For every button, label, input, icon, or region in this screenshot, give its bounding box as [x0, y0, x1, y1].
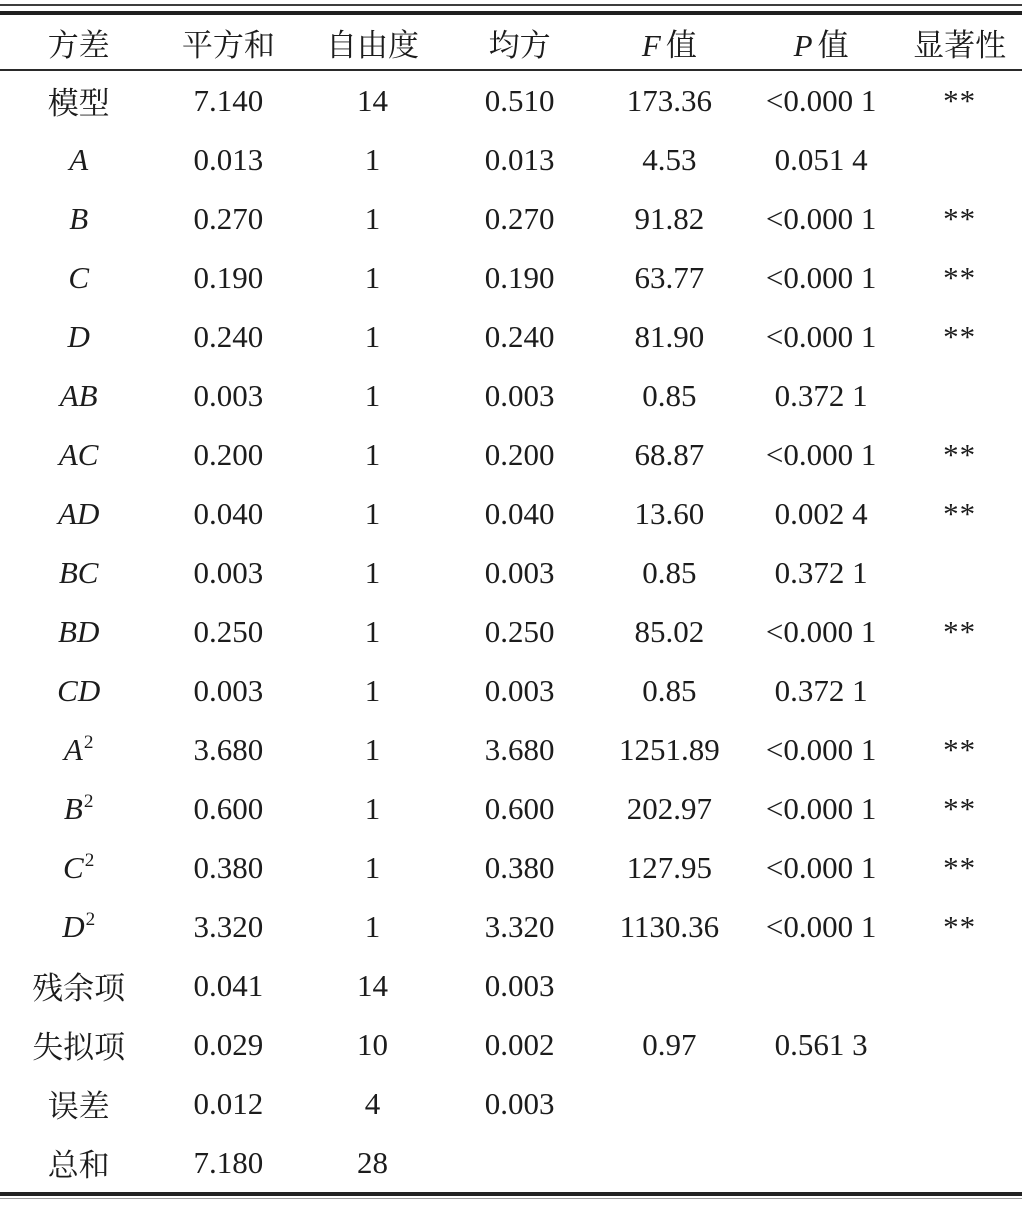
- mean-square-cell: 0.003: [484, 967, 555, 1003]
- table-row: [0, 366, 1022, 425]
- df-cell: 1: [364, 377, 381, 413]
- f-value-cell: 68.87: [634, 436, 705, 472]
- p-value-cell: <0.000 1: [765, 731, 877, 767]
- mean-square-cell: 0.013: [484, 141, 555, 177]
- significance-cell: [897, 543, 1022, 602]
- sum-of-squares-cell: 0.040: [193, 495, 264, 531]
- f-value-cell: 63.77: [634, 259, 705, 295]
- df-cell: 1: [364, 908, 381, 944]
- p-value-cell: 0.002 4: [774, 495, 868, 531]
- sum-of-squares-cell: 0.380: [193, 849, 264, 885]
- source-cell: 失拟项: [32, 1030, 126, 1065]
- f-value-cell: 0.85: [642, 672, 697, 708]
- df-cell: 1: [364, 259, 381, 295]
- mean-square-cell: 0.510: [484, 82, 555, 118]
- sum-of-squares-cell: 7.180: [193, 1144, 264, 1180]
- p-value-cell: [745, 1074, 897, 1133]
- df-cell: 1: [364, 849, 381, 885]
- table-row: [0, 956, 1022, 1015]
- sum-of-squares-cell: 0.190: [193, 259, 264, 295]
- significance-cell: **: [943, 259, 977, 295]
- f-value-cell: [594, 956, 745, 1015]
- df-cell: 1: [364, 790, 381, 826]
- df-cell: 1: [364, 318, 381, 354]
- table-row: [0, 543, 1022, 602]
- significance-cell: **: [943, 908, 977, 944]
- p-value-cell: [745, 1133, 897, 1192]
- sum-of-squares-cell: 0.240: [193, 318, 264, 354]
- f-value-cell: 173.36: [626, 82, 712, 118]
- source-cell: AD: [58, 495, 100, 531]
- sum-of-squares-cell: 0.270: [193, 200, 264, 236]
- significance-cell: [897, 130, 1022, 189]
- source-cell: $A^2$: [63, 731, 94, 767]
- header-row: [0, 15, 1022, 70]
- anova-table: [0, 15, 1022, 1192]
- table-row: [0, 484, 1022, 543]
- mean-square-cell: 0.003: [484, 377, 555, 413]
- sum-of-squares-cell: 0.003: [193, 377, 264, 413]
- significance-cell: [897, 661, 1022, 720]
- f-value-cell: [594, 1133, 745, 1192]
- f-value-cell: 13.60: [634, 495, 705, 531]
- significance-cell: [897, 956, 1022, 1015]
- f-value-cell: 4.53: [642, 141, 697, 177]
- significance-cell: **: [943, 790, 977, 826]
- f-value-cell: 0.97: [642, 1026, 697, 1062]
- df-cell: 28: [356, 1144, 388, 1180]
- source-cell: BC: [58, 554, 99, 590]
- significance-cell: [897, 1015, 1022, 1074]
- col-header-degrees-of-freedom: 自由度: [299, 15, 445, 70]
- df-cell: 1: [364, 672, 381, 708]
- table-row: [0, 897, 1022, 956]
- p-value-cell: 0.051 4: [774, 141, 868, 177]
- sum-of-squares-cell: 3.320: [193, 908, 264, 944]
- source-cell: 误差: [47, 1089, 110, 1124]
- sum-of-squares-cell: 3.680: [193, 731, 264, 767]
- significance-cell: [897, 366, 1022, 425]
- mean-square-cell: 0.240: [484, 318, 555, 354]
- table-row: [0, 779, 1022, 838]
- source-cell: B: [69, 200, 89, 236]
- source-cell: 模型: [47, 86, 110, 121]
- f-value-cell: 1130.36: [619, 908, 720, 944]
- sum-of-squares-cell: 0.003: [193, 554, 264, 590]
- df-cell: 1: [364, 731, 381, 767]
- df-cell: 1: [364, 436, 381, 472]
- table-row: [0, 70, 1022, 130]
- p-value-cell: 0.372 1: [774, 554, 868, 590]
- f-value-cell: 0.85: [642, 377, 697, 413]
- sum-of-squares-cell: 0.600: [193, 790, 264, 826]
- p-value-cell: <0.000 1: [765, 259, 877, 295]
- mean-square-cell: [446, 1133, 594, 1192]
- anova-table-figure: [0, 4, 1022, 1199]
- p-value-cell: <0.000 1: [765, 318, 877, 354]
- bottom-rule-shadow: [0, 1198, 1022, 1199]
- mean-square-cell: 0.270: [484, 200, 555, 236]
- mean-square-cell: 3.680: [484, 731, 555, 767]
- significance-cell: **: [943, 495, 977, 531]
- mean-square-cell: 0.200: [484, 436, 555, 472]
- table-row: [0, 838, 1022, 897]
- source-cell: D: [67, 318, 90, 354]
- p-value-cell: 0.372 1: [774, 377, 868, 413]
- source-cell: CD: [57, 672, 101, 708]
- sum-of-squares-cell: 0.029: [193, 1026, 264, 1062]
- significance-cell: **: [943, 849, 977, 885]
- sum-of-squares-cell: 0.012: [193, 1085, 264, 1121]
- p-value-cell: 0.372 1: [774, 672, 868, 708]
- f-value-cell: 202.97: [626, 790, 712, 826]
- mean-square-cell: 0.600: [484, 790, 555, 826]
- significance-cell: **: [943, 318, 977, 354]
- source-cell: $B^2$: [63, 790, 94, 826]
- source-cell: A: [69, 141, 89, 177]
- f-value-cell: 1251.89: [619, 731, 720, 767]
- f-value-cell: 127.95: [626, 849, 712, 885]
- col-header-p-value: P 值: [745, 15, 897, 70]
- mean-square-cell: 0.380: [484, 849, 555, 885]
- col-header-sum-of-squares: 平方和: [157, 15, 299, 70]
- table-row: [0, 248, 1022, 307]
- p-value-cell: [745, 956, 897, 1015]
- table-row: [0, 425, 1022, 484]
- sum-of-squares-cell: 0.200: [193, 436, 264, 472]
- sum-of-squares-cell: 7.140: [193, 82, 264, 118]
- p-value-cell: <0.000 1: [765, 200, 877, 236]
- table-row: [0, 189, 1022, 248]
- table-row: [0, 1074, 1022, 1133]
- significance-cell: **: [943, 82, 977, 118]
- table-body: [0, 70, 1022, 1192]
- df-cell: 1: [364, 495, 381, 531]
- df-cell: 14: [356, 82, 388, 118]
- source-cell: 残余项: [32, 971, 126, 1006]
- mean-square-cell: 0.250: [484, 613, 555, 649]
- mean-square-cell: 3.320: [484, 908, 555, 944]
- source-cell: $C^2$: [63, 849, 95, 885]
- significance-cell: [897, 1133, 1022, 1192]
- mean-square-cell: 0.002: [484, 1026, 555, 1062]
- df-cell: 14: [356, 967, 388, 1003]
- sum-of-squares-cell: 0.003: [193, 672, 264, 708]
- col-header-significance: 显著性: [897, 15, 1022, 70]
- mean-square-cell: 0.003: [484, 1085, 555, 1121]
- table-row: [0, 661, 1022, 720]
- source-cell: 总和: [47, 1148, 110, 1183]
- top-rule-thin: [0, 4, 1022, 6]
- p-value-cell: <0.000 1: [765, 908, 877, 944]
- p-value-cell: <0.000 1: [765, 82, 877, 118]
- significance-cell: **: [943, 613, 977, 649]
- f-value-cell: [594, 1074, 745, 1133]
- mean-square-cell: 0.003: [484, 554, 555, 590]
- p-value-cell: <0.000 1: [765, 790, 877, 826]
- mean-square-cell: 0.040: [484, 495, 555, 531]
- df-cell: 1: [364, 613, 381, 649]
- df-cell: 1: [364, 554, 381, 590]
- source-cell: AC: [58, 436, 99, 472]
- col-header-source: 方差: [0, 15, 157, 70]
- significance-cell: [897, 1074, 1022, 1133]
- source-cell: $D^2$: [62, 908, 96, 944]
- df-cell: 1: [364, 141, 381, 177]
- col-header-mean-square: 均方: [446, 15, 594, 70]
- p-value-cell: <0.000 1: [765, 436, 877, 472]
- df-cell: 10: [356, 1026, 388, 1062]
- table-row: [0, 1015, 1022, 1074]
- p-value-cell: <0.000 1: [765, 613, 877, 649]
- sum-of-squares-cell: 0.013: [193, 141, 264, 177]
- p-value-cell: <0.000 1: [765, 849, 877, 885]
- mean-square-cell: 0.190: [484, 259, 555, 295]
- f-value-cell: 81.90: [634, 318, 705, 354]
- table-row: [0, 1133, 1022, 1192]
- bottom-rule: [0, 1192, 1022, 1196]
- significance-cell: **: [943, 436, 977, 472]
- sum-of-squares-cell: 0.250: [193, 613, 264, 649]
- df-cell: 4: [364, 1085, 381, 1121]
- source-cell: AB: [59, 377, 98, 413]
- table-row: [0, 602, 1022, 661]
- col-header-f-value: F 值: [594, 15, 745, 70]
- significance-cell: **: [943, 731, 977, 767]
- f-value-cell: 0.85: [642, 554, 697, 590]
- source-cell: BD: [58, 613, 100, 649]
- table-row: [0, 720, 1022, 779]
- mean-square-cell: 0.003: [484, 672, 555, 708]
- table-row: [0, 130, 1022, 189]
- table-row: [0, 307, 1022, 366]
- f-value-cell: 91.82: [634, 200, 705, 236]
- sum-of-squares-cell: 0.041: [193, 967, 264, 1003]
- p-value-cell: 0.561 3: [774, 1026, 868, 1062]
- df-cell: 1: [364, 200, 381, 236]
- significance-cell: **: [943, 200, 977, 236]
- f-value-cell: 85.02: [634, 613, 705, 649]
- source-cell: C: [68, 259, 90, 295]
